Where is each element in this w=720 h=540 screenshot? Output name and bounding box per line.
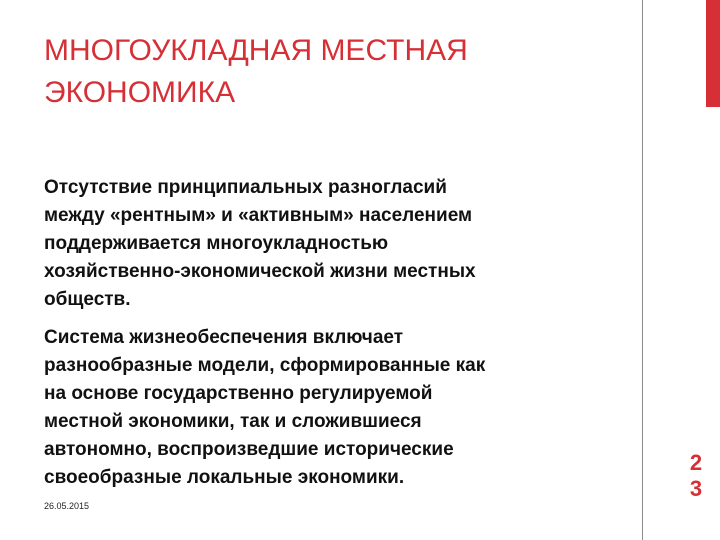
paragraph-2-line: разнообразные модели, сформированные как [44,355,486,376]
slide-body [44,174,624,502]
paragraph-1-line: Отсутствие принципиальных разногласий [44,177,447,198]
title-line-2: ЭКОНОМИКА [44,76,236,109]
title-line-1: МНОГОУКЛАДНАЯ МЕСТНАЯ [44,34,468,67]
accent-bar [706,0,720,107]
paragraph-1-line: обществ. [44,289,131,310]
paragraph-2-line: своеобразные локальные экономики. [44,467,405,488]
slide-date: 26.05.2015 [44,501,90,511]
slide-number-digit: 2 [689,450,703,475]
paragraph-2-line: на основе государственно регулируемой [44,383,433,404]
slide-number-digit: 3 [689,476,703,501]
paragraph-2 [44,324,624,492]
paragraph-2-line: местной экономики, так и сложившиеся [44,411,422,432]
slide-title [44,30,644,114]
paragraph-1-line: между «рентным» и «активным» населением [44,205,473,226]
paragraph-1 [44,174,624,314]
paragraph-1-line: хозяйственно-экономической жизни местных [44,261,476,282]
slide-number [680,450,712,502]
paragraph-2-line: автономно, воспроизведшие исторические [44,439,454,460]
paragraph-1-line: поддерживается многоукладностью [44,233,389,254]
paragraph-2-line: Система жизнеобеспечения включает [44,327,404,348]
